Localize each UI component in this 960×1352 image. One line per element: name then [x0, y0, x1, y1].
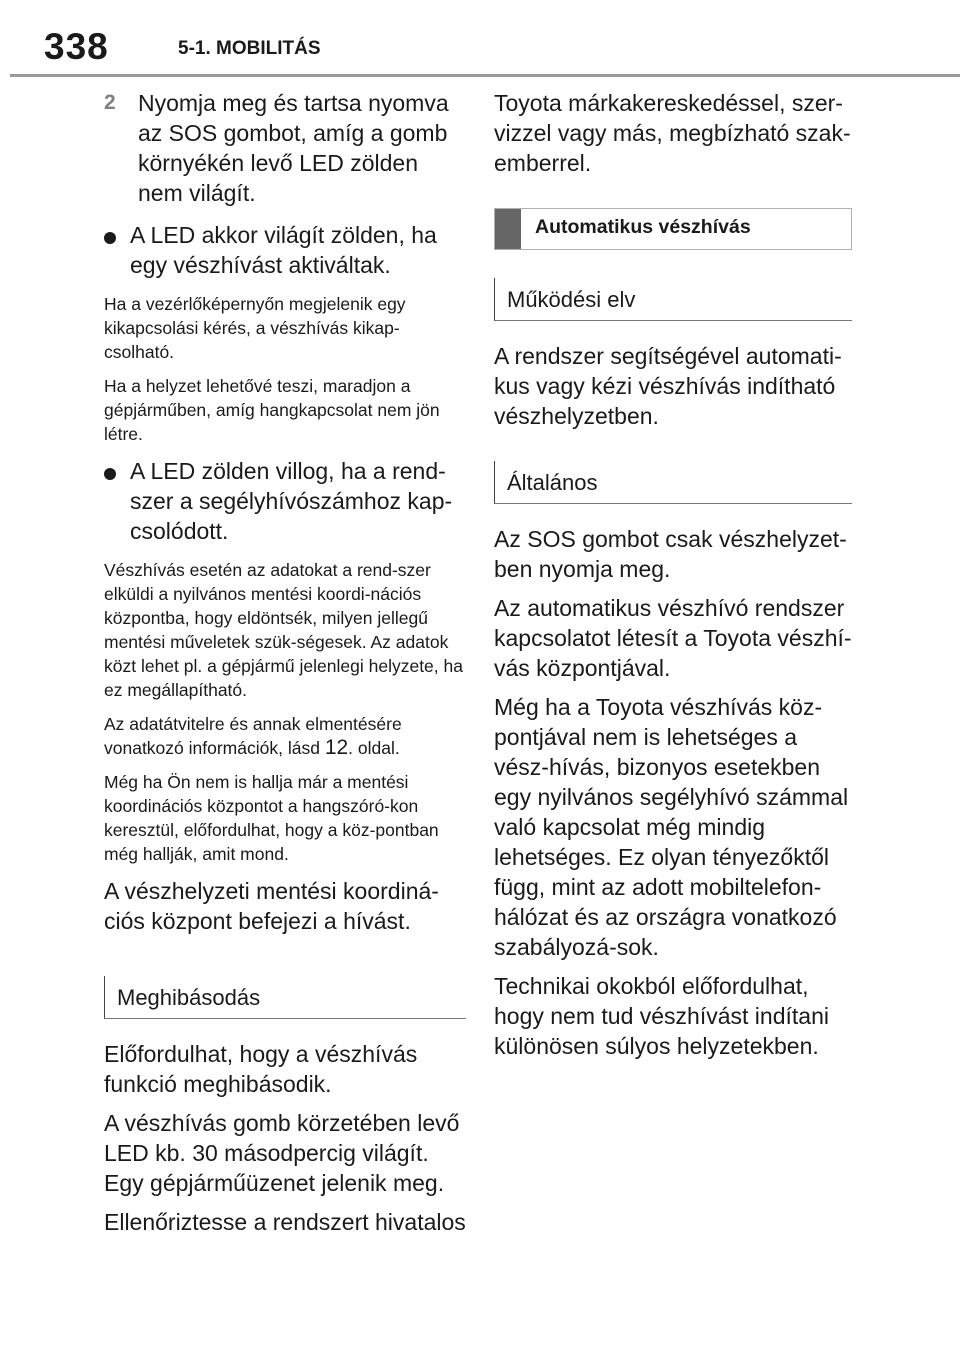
note-text: Ha a vezérlőképernyőn megjelenik egy kikapcsolási kérés, a vészhívás kikap-csolható.	[104, 294, 406, 362]
section-header	[494, 208, 852, 250]
bullet-text: A LED akkor világít zölden, ha egy vészhívást aktiváltak.	[130, 222, 437, 278]
note-text: Vészhívás esetén az adatokat a rend-szer elküldi a nyilvános mentési koordi-nációs központba, hogy eldöntsék, milyen jellegű mentési műveletek szük-ségesek. Az adatok közt lehet pl. a gépjármű jelenlegi helyzete, ha ez megállapítható.	[104, 560, 463, 700]
paragraph: Ellenőriztesse a rendszert hivatalos	[104, 1209, 466, 1235]
subheading-principle	[494, 278, 852, 321]
subheading-general	[494, 461, 852, 504]
paragraph: Még ha a Toyota vészhívás köz-pontjával nem is lehetséges a vész-hívás, bizonyos esetekben egy nyilvános segélyhívó számmal való kapcsolat még mindig lehetséges. Ez olyan tényezőktől függ, mint az adott mobiltelefon-hálózat és az országra vonatkozó szabályozá-sok.	[494, 694, 849, 960]
chapter-title: 5-1. MOBILITÁS	[178, 38, 321, 59]
subheading-fault	[104, 976, 466, 1019]
note-text: Ha a helyzet lehetővé teszi, maradjon a gépjárműben, amíg hangkapcsolat nem jön létre.	[104, 376, 440, 444]
subheading-label: Általános	[507, 470, 598, 495]
header-divider	[10, 74, 960, 77]
bullet-text: A LED zölden villog, ha a rend-szer a segélyhívószámhoz kap-csolódott.	[130, 458, 453, 544]
subheading-label: Meghibásodás	[117, 985, 261, 1010]
paragraph: Az SOS gombot csak vészhelyzet-ben nyomja meg.	[494, 526, 847, 582]
subheading-label: Működési elv	[507, 287, 636, 312]
section-marker	[495, 209, 521, 249]
paragraph: A vészhívás gomb körzetében levő LED kb. 30 másodpercig világít. Egy gépjárműüzenet jelenik meg.	[104, 1110, 460, 1196]
paragraph: Toyota márkakereskedéssel, szer-vizzel vagy más, megbízható szak-emberrel.	[494, 90, 851, 176]
bullet-icon	[104, 220, 130, 280]
bullet-item	[104, 220, 466, 280]
step-text: Nyomja meg és tartsa nyomva az SOS gombot, amíg a gomb környékén levő LED zölden nem világít.	[138, 90, 449, 206]
paragraph: Technikai okokból előfordulhat, hogy nem tud vészhívást indítani különösen súlyos helyzetekben.	[494, 973, 829, 1059]
page-header	[0, 0, 960, 80]
paragraph: A rendszer segítségével automati-kus vagy kézi vészhívás indítható vészhelyzetben.	[494, 343, 842, 429]
section-title: Automatikus vészhívás	[535, 216, 751, 238]
paragraph: Az automatikus vészhívó rendszer kapcsolatot létesít a Toyota vészhí-vás központjával.	[494, 595, 852, 681]
bullet-item	[104, 456, 466, 546]
left-column	[104, 88, 466, 1246]
step-2	[104, 88, 466, 208]
paragraph: A vészhelyzeti mentési koordiná-ciós központ befejezi a hívást.	[104, 878, 439, 934]
note-text-part: . oldal.	[348, 738, 400, 758]
step-number: 2	[104, 91, 116, 114]
page-number: 338	[44, 26, 109, 67]
bullet-icon	[104, 456, 130, 546]
right-column	[494, 88, 852, 1070]
note-text: Még ha Ön nem is hallja már a mentési koordinációs központot a hangszóró-kon keresztül, előfordulhat, hogy a köz-pontban még hallják, amit mond.	[104, 772, 439, 864]
note-text	[104, 712, 466, 760]
paragraph: Előfordulhat, hogy a vészhívás funkció meghibásodik.	[104, 1041, 418, 1097]
page-reference-link[interactable]: 12	[324, 736, 349, 759]
note-text-part: Az adatátvitelre és annak elmentésére vonatkozó információk, lásd	[104, 714, 402, 758]
